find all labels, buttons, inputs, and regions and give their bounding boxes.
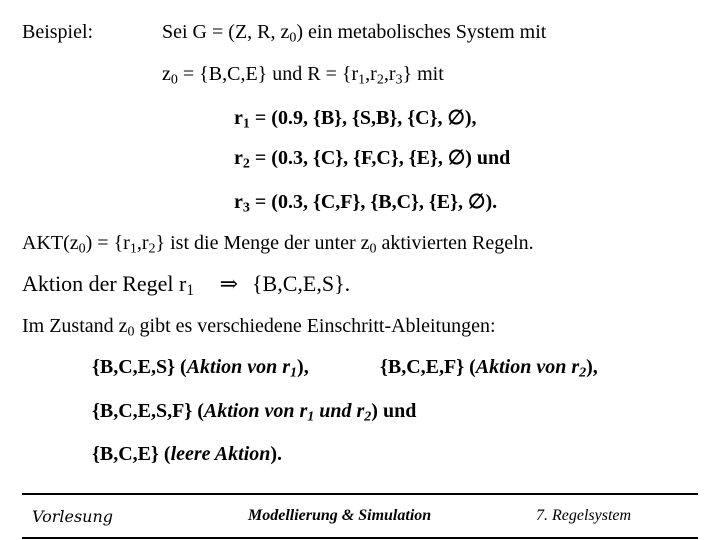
d4-close: ). <box>270 443 283 465</box>
def-a: z <box>162 63 171 85</box>
d4-text: leere Aktion <box>170 443 271 465</box>
d3-open: ( <box>192 400 204 422</box>
zustand-a: Im Zustand z <box>22 315 128 337</box>
akt-b-sub: 1 <box>129 241 137 257</box>
akt-c: ,r <box>136 232 149 254</box>
rule-1 <box>234 106 477 130</box>
d3-close: ) <box>371 400 378 422</box>
derivation-3 <box>92 399 416 423</box>
footer-center: Modellierung & Simulation <box>248 507 432 524</box>
d4-set: {B,C,E} <box>92 443 159 465</box>
d1-set: {B,C,E,S} <box>92 356 176 378</box>
def-a-sub: 0 <box>170 72 178 88</box>
derivation-2 <box>380 355 598 379</box>
d3-tail: und <box>377 400 417 422</box>
akt-d: } ist die Menge der unter z <box>155 232 370 254</box>
rule-2-idx: 2 <box>242 156 250 172</box>
intro-pre: Sei G = (Z, R, z <box>162 21 290 43</box>
d4-open: ( <box>158 443 171 465</box>
akt-c-sub: 2 <box>148 241 156 257</box>
aktion-a-sub: 1 <box>186 281 195 299</box>
d3-text: Aktion von r <box>203 400 308 422</box>
d1-open: ( <box>175 356 187 378</box>
akt-b: ) = {r <box>85 232 130 254</box>
akt-d-sub: 0 <box>369 241 377 257</box>
derivation-1 <box>92 355 309 379</box>
rule-3-idx: 3 <box>242 200 250 216</box>
definition-line <box>162 62 444 86</box>
d3-set: {B,C,E,S,F} <box>92 400 193 422</box>
d3-sub: 1 <box>307 409 315 425</box>
akt-line <box>22 231 534 255</box>
footer-left: Vorlesung <box>32 507 114 526</box>
def-c: ,r <box>365 63 377 85</box>
intro-line <box>162 20 546 44</box>
aktion-a: Aktion der Regel r <box>22 271 187 296</box>
akt-a: AKT(z <box>22 232 79 254</box>
d2-sub: 2 <box>579 365 587 381</box>
rule-2 <box>234 146 510 170</box>
akt-a-sub: 0 <box>78 241 86 257</box>
intro-post: ) ein metabolisches System mit <box>296 21 547 43</box>
def-b-sub: 1 <box>358 72 366 88</box>
d1-sub: 1 <box>290 365 298 381</box>
def-d-sub: 3 <box>395 72 403 88</box>
d1-text: Aktion von r <box>186 356 291 378</box>
d2-close: ), <box>586 356 598 378</box>
derivation-4 <box>92 442 282 466</box>
implies-arrow: ⇒ <box>219 271 238 296</box>
rule-2-name: r <box>234 147 243 169</box>
akt-e: aktivierten Regeln. <box>376 232 534 254</box>
d3-mid: und r <box>314 400 365 422</box>
def-e: } mit <box>402 63 444 85</box>
zustand-a-sub: 0 <box>127 324 135 340</box>
d2-set: {B,C,E,F} <box>380 356 465 378</box>
aktion-b: {B,C,E,S}. <box>252 271 351 296</box>
intro-sub: 0 <box>289 30 297 46</box>
footer-right: 7. Regelsystem <box>536 507 632 524</box>
rule-3-name: r <box>234 191 243 213</box>
rule-2-text: = (0.3, {C}, {F,C}, {E}, ∅) und <box>249 147 511 169</box>
d3-sub2: 2 <box>364 409 372 425</box>
footer-bar <box>22 493 698 539</box>
zustand-b: gibt es verschiedene Einschritt-Ableitungen: <box>134 315 496 337</box>
rule-3 <box>234 190 497 214</box>
d2-open: ( <box>464 356 476 378</box>
aktion-line <box>22 271 351 299</box>
def-c-sub: 2 <box>376 72 384 88</box>
d2-text: Aktion von r <box>475 356 580 378</box>
rule-1-idx: 1 <box>242 116 250 132</box>
def-b: = {B,C,E} und R = {r <box>177 63 359 85</box>
rule-1-text: = (0.9, {B}, {S,B}, {C}, ∅), <box>249 107 477 129</box>
example-label: Beispiel: <box>22 21 94 43</box>
rule-3-text: = (0.3, {C,F}, {B,C}, {E}, ∅). <box>249 191 498 213</box>
rule-1-name: r <box>234 107 243 129</box>
def-d: ,r <box>383 63 396 85</box>
zustand-line <box>22 314 496 338</box>
d1-close: ), <box>297 356 309 378</box>
